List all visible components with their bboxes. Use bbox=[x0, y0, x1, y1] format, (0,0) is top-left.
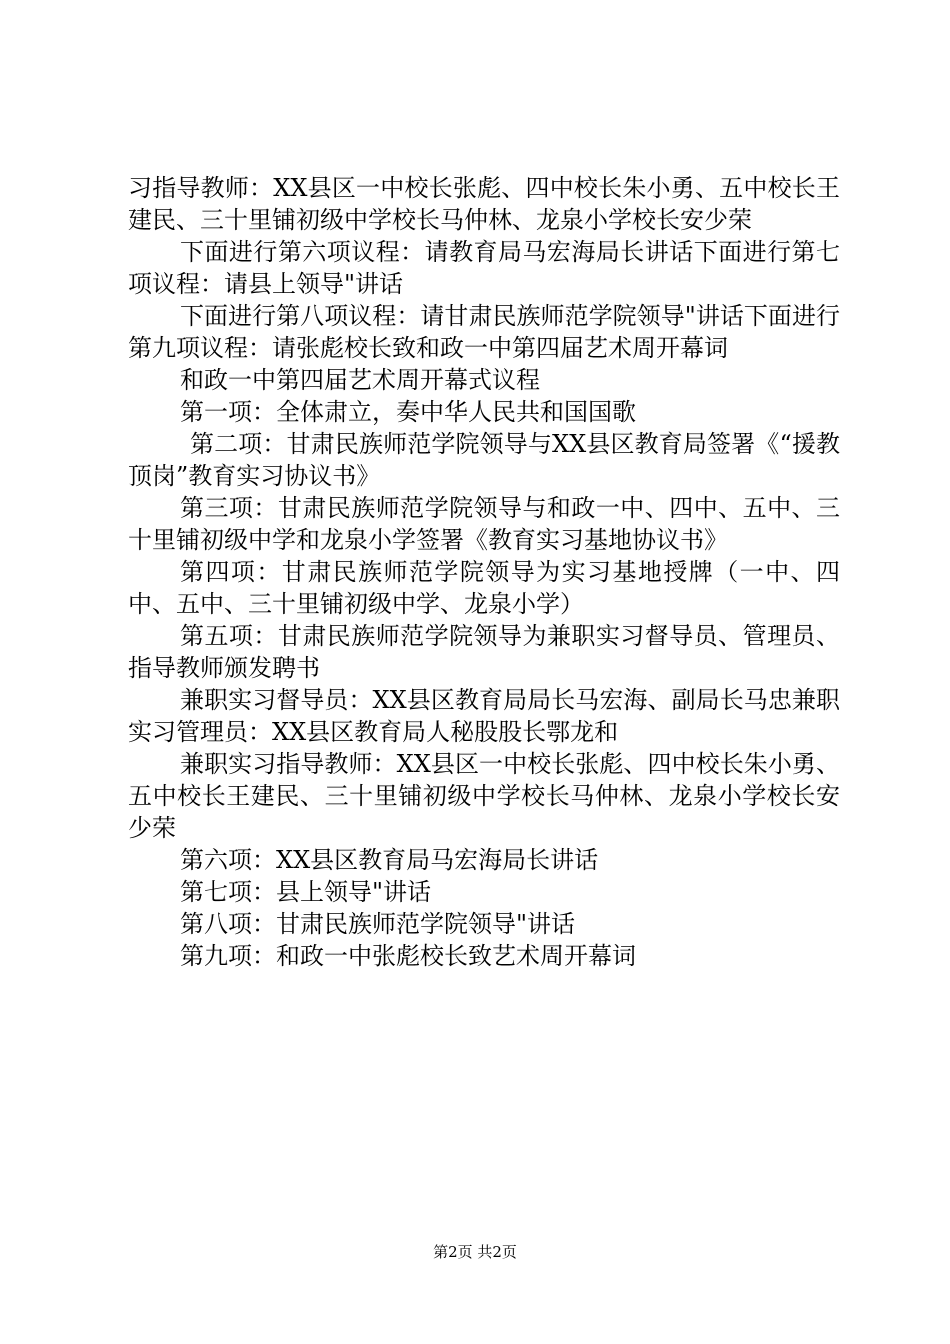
agenda-item-3: 第三项：甘肃民族师范学院领导与和政一中、四中、五中、三十里铺初级中学和龙泉小学签署《教育实习基地协议书》 bbox=[128, 494, 840, 554]
paragraph-guiding-teachers: 兼职实习指导教师：XX县区一中校长张彪、四中校长朱小勇、五中校长王建民、三十里铺初级中学校长马仲林、龙泉小学校长安少荣 bbox=[128, 750, 840, 842]
agenda-item-6: 第六项：XX县区教育局马宏海局长讲话 bbox=[180, 846, 599, 874]
agenda-heading: 和政一中第四届艺术周开幕式议程 bbox=[180, 366, 540, 394]
agenda-item-2: 第二项：甘肃民族师范学院领导与XX县区教育局签署《“援教顶岗”教育实习协议书》 bbox=[128, 430, 840, 490]
agenda-item-9: 第九项：和政一中张彪校长致艺术周开幕词 bbox=[180, 942, 636, 970]
agenda-item-4: 第四项：甘肃民族师范学院领导为实习基地授牌（一中、四中、五中、三十里铺初级中学、龙泉小学） bbox=[128, 558, 840, 618]
agenda-item-1: 第一项：全体肃立，奏中华人民共和国国歌 bbox=[180, 398, 636, 426]
paragraph-continued-teachers: 习指导教师：XX县区一中校长张彪、四中校长朱小勇、五中校长王建民、三十里铺初级中学校长马仲林、龙泉小学校长安少荣 bbox=[128, 174, 840, 234]
agenda-item-5: 第五项：甘肃民族师范学院领导为兼职实习督导员、管理员、指导教师颁发聘书 bbox=[128, 622, 840, 682]
agenda-item-7: 第七项：县上领导"讲话 bbox=[180, 878, 432, 906]
document-body bbox=[128, 172, 840, 972]
page-footer bbox=[0, 1242, 950, 1262]
paragraph-agenda-eight-nine: 下面进行第八项议程：请甘肃民族师范学院领导"讲话下面进行第九项议程：请张彪校长致和政一中第四届艺术周开幕词 bbox=[128, 302, 840, 362]
page-number-label: 第2页 共2页 bbox=[433, 1243, 517, 1261]
paragraph-agenda-six-seven: 下面进行第六项议程：请教育局马宏海局长讲话下面进行第七项议程：请县上领导"讲话 bbox=[128, 238, 840, 298]
paragraph-supervisors: 兼职实习督导员：XX县区教育局局长马宏海、副局长马忠兼职实习管理员：XX县区教育局人秘股股长鄂龙和 bbox=[128, 686, 840, 746]
agenda-item-8: 第八项：甘肃民族师范学院领导"讲话 bbox=[180, 910, 576, 938]
